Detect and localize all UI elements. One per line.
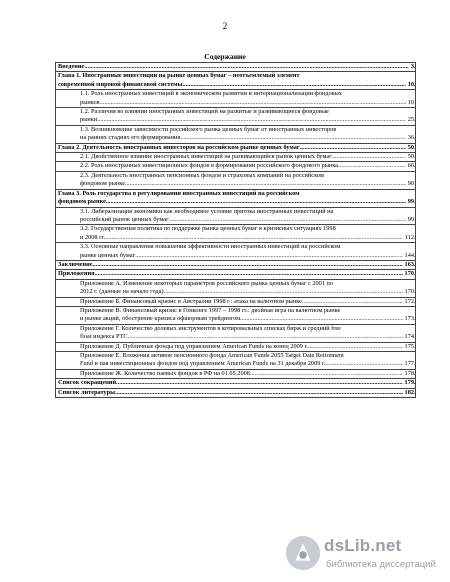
toc-cell xyxy=(56,125,416,143)
toc-cell xyxy=(56,153,416,162)
toc-entry-text: Приложение В. Финансовый кризис в Гонконге 1997 – 1998 гг.: двойная игра на валютном рынке xyxy=(80,306,341,314)
toc-title: Содержание xyxy=(204,52,246,61)
toc-row xyxy=(56,189,416,207)
toc-entry xyxy=(56,144,415,152)
toc-entry-text: 2.1. Двойственное влияние иностранных инвестиций на развивающийся рынок ценных бумаг ..... xyxy=(80,153,415,161)
watermark-title: dsLib.net xyxy=(324,536,402,555)
watermark-subtitle: библиотека диссертаций xyxy=(326,559,436,570)
toc-entry-text: 3.2. Государственная политика по поддержке рынка ценных бумаг в кризисных ситуациях 1998 xyxy=(80,225,336,233)
toc-entry-text: фондовом рынке ..... xyxy=(58,198,415,206)
toc-cell xyxy=(56,143,416,152)
toc-entry xyxy=(56,72,415,89)
toc-entry-text: 3.1. Либерализация экономики как необходимое условие притока иностранных инвестиций на xyxy=(80,207,334,215)
toc-page-number: 172 xyxy=(404,297,414,305)
toc-entry-text: и рынке акций, обострение кризиса офшорным трейдингом ..... xyxy=(80,315,415,323)
toc-entry-text: Глава 2. Деятельность иностранных инвесторов на российском рынке ценных бумаг ..... xyxy=(58,144,415,152)
toc-entry xyxy=(56,108,415,125)
toc-entry-text: 2.2. Роль иностранных инвестиционных фондов в формировании российского фондового рынка ..... xyxy=(80,162,415,170)
toc-page-number: 179 xyxy=(404,379,414,387)
toc-entry-text: Fund и пая инвестиционных фондов под управлением American Funds на 31 декабря 2009 г. ..... xyxy=(80,360,415,368)
toc-page-number: 182 xyxy=(404,388,414,396)
toc-page-number: 90 xyxy=(407,180,414,188)
toc-row xyxy=(56,342,416,351)
toc-cell xyxy=(56,63,416,72)
toc-row xyxy=(56,207,416,225)
toc-entry-text: 1.1. Роль иностранных инвестиций в экономическом развитии и интернационализации фондовых xyxy=(80,90,342,98)
toc-entry xyxy=(56,243,415,260)
toc-entry-text: современной мировой финансовой системы ..... xyxy=(58,81,415,89)
toc-entry-text: Приложение Ж. Количество паевых фондов в РФ на 01.05.2008 ..... xyxy=(80,370,415,378)
dslib-logo-icon xyxy=(284,534,322,572)
toc-entry xyxy=(56,63,415,71)
toc-cell xyxy=(56,207,416,225)
toc-cell xyxy=(56,90,416,108)
toc-row xyxy=(56,72,416,90)
toc-entry-text: Заключение ..... xyxy=(58,261,415,269)
toc-entry xyxy=(56,126,415,143)
toc-page-number: 163 xyxy=(404,260,414,268)
toc-row xyxy=(56,225,416,243)
toc-table xyxy=(55,62,416,398)
toc-row xyxy=(56,171,416,189)
toc-entry-text: рынков ..... xyxy=(80,99,415,107)
toc-cell xyxy=(56,72,416,90)
toc-page-number: 170 xyxy=(404,288,414,296)
toc-entry-text: Приложение Е. Вложения активов пенсионного фонда American Funds 2055 Target Date Retirement xyxy=(80,352,344,359)
toc-entry-text: российский рынок ценных бумаг ..... xyxy=(80,216,415,224)
toc-entry-text: 2012 г. (данные на начало года) ..... xyxy=(80,288,415,296)
toc-cell xyxy=(56,279,416,297)
toc-entry xyxy=(56,270,415,278)
watermark xyxy=(284,532,444,576)
toc-entry-text: Приложение А. Изменение некоторых параметров российского рынка ценных бумаг с 2001 по xyxy=(80,279,334,287)
toc-cell xyxy=(56,297,416,306)
toc-row xyxy=(56,108,416,126)
toc-entry xyxy=(56,261,415,269)
toc-row xyxy=(56,379,416,388)
toc-entry xyxy=(56,325,415,342)
toc-page-number: 10 xyxy=(407,98,414,106)
toc-entry xyxy=(56,298,415,306)
page-number: 2 xyxy=(222,21,228,31)
toc-cell xyxy=(56,324,416,342)
toc-entry-text: Приложение Б. Финансовый кризис в Австралии 1998 г.: атака на валютном рынке ..... xyxy=(80,298,415,306)
toc-cell xyxy=(56,306,416,324)
toc-page-number: 175 xyxy=(404,342,414,350)
toc-entry xyxy=(56,370,415,378)
toc-row xyxy=(56,63,416,72)
toc-entry-text: рынке ценных бумаг ..... xyxy=(80,252,415,260)
toc-cell xyxy=(56,225,416,243)
toc-entry xyxy=(56,190,415,207)
toc-cell xyxy=(56,162,416,171)
toc-entry-text: Глава 3. Роль государства в регулировании иностранных инвестиций на российском xyxy=(58,189,300,197)
toc-page-number: 174 xyxy=(404,333,414,341)
toc-page-number: 99 xyxy=(407,198,414,206)
toc-cell xyxy=(56,388,416,397)
toc-page-number: 144 xyxy=(404,251,414,259)
toc-page-number: 50 xyxy=(407,153,414,161)
toc-page-number: 66 xyxy=(407,162,414,170)
toc-entry xyxy=(56,352,415,369)
toc-row xyxy=(56,324,416,342)
toc-entry xyxy=(56,90,415,107)
toc-entry-text: на ранних стадиях его формирования ..... xyxy=(80,134,415,142)
toc-cell xyxy=(56,342,416,351)
toc-page-number: 10 xyxy=(407,80,414,88)
toc-cell xyxy=(56,379,416,388)
toc-entry-text: фондовом рынке ..... xyxy=(80,180,415,188)
toc-row xyxy=(56,297,416,306)
toc-row xyxy=(56,306,416,324)
toc-cell xyxy=(56,189,416,207)
toc-entry-text: Список литературы ..... xyxy=(58,389,415,397)
toc-row xyxy=(56,279,416,297)
toc-entry-text: Приложение Д. Публичные фонды под управлением American Funds на конец 2009 г. ..... xyxy=(80,343,415,351)
toc-row xyxy=(56,243,416,261)
toc-row xyxy=(56,369,416,378)
toc-entry-text: float индекса РТС ..... xyxy=(80,333,415,341)
toc-entry-text: 1.2. Различия во влиянии иностранных инвестиций на развитые и развивающиеся фондовые xyxy=(80,108,329,116)
toc-page-number: 25 xyxy=(407,116,414,124)
toc-entry-text: 1.3. Возникновение зависимости российского рынка ценных бумаг от иностранных инвесторов xyxy=(80,125,337,133)
toc-cell xyxy=(56,369,416,378)
toc-entry-text: рынки ..... xyxy=(80,116,415,124)
toc-row xyxy=(56,270,416,279)
toc-entry xyxy=(56,379,415,387)
toc-entry-text: 3.3. Основные направления повышения эффективности иностранных инвестиций на российском xyxy=(80,243,341,251)
toc-page-number: 50 xyxy=(407,143,414,151)
toc-cell xyxy=(56,270,416,279)
toc-entry xyxy=(56,225,415,242)
toc-row xyxy=(56,90,416,108)
toc-cell xyxy=(56,243,416,261)
toc-row xyxy=(56,388,416,397)
toc-entry-text: Приложение Г. Количество долевых инструментов в котировальных списках бирж и средний free xyxy=(80,324,341,332)
toc-entry-text: Глава 1. Иностранные инвестиции на рынке ценных бумаг – неотъемлемый элемент xyxy=(58,72,300,80)
toc-entry xyxy=(56,280,415,297)
toc-row xyxy=(56,125,416,143)
toc-entry xyxy=(56,153,415,161)
toc-entry xyxy=(56,162,415,170)
toc-entry xyxy=(56,307,415,324)
toc-cell xyxy=(56,108,416,126)
toc-cell xyxy=(56,352,416,370)
toc-cell xyxy=(56,171,416,189)
toc-entry xyxy=(56,208,415,225)
toc-row xyxy=(56,162,416,171)
toc-page-number: 178 xyxy=(404,369,414,377)
toc-page-number: 173 xyxy=(404,315,414,323)
toc-page-number: 3 xyxy=(410,63,414,70)
toc-entry-text: 2.3. Деятельность иностранных пенсионных фондов и страховых компаний на российском xyxy=(80,171,324,179)
toc-row xyxy=(56,260,416,269)
toc-entry-text: Введение ..... xyxy=(58,63,415,71)
toc-row xyxy=(56,352,416,370)
toc-row xyxy=(56,143,416,152)
toc-entry-text: Приложения ..... xyxy=(58,270,415,278)
toc-entry xyxy=(56,343,415,351)
toc-entry xyxy=(56,389,415,397)
toc-page-number: 177 xyxy=(404,360,414,368)
toc-row xyxy=(56,153,416,162)
toc-page-number: 99 xyxy=(407,215,414,223)
toc-page-number: 112 xyxy=(404,233,414,241)
toc-page-number: 170 xyxy=(404,270,414,278)
toc-entry-text: Список сокращений ..... xyxy=(58,379,415,387)
toc-entry-text: и 2008 гг. ..... xyxy=(80,234,415,242)
toc-cell xyxy=(56,260,416,269)
toc-page-number: 36 xyxy=(407,134,414,142)
toc-entry xyxy=(56,172,415,189)
